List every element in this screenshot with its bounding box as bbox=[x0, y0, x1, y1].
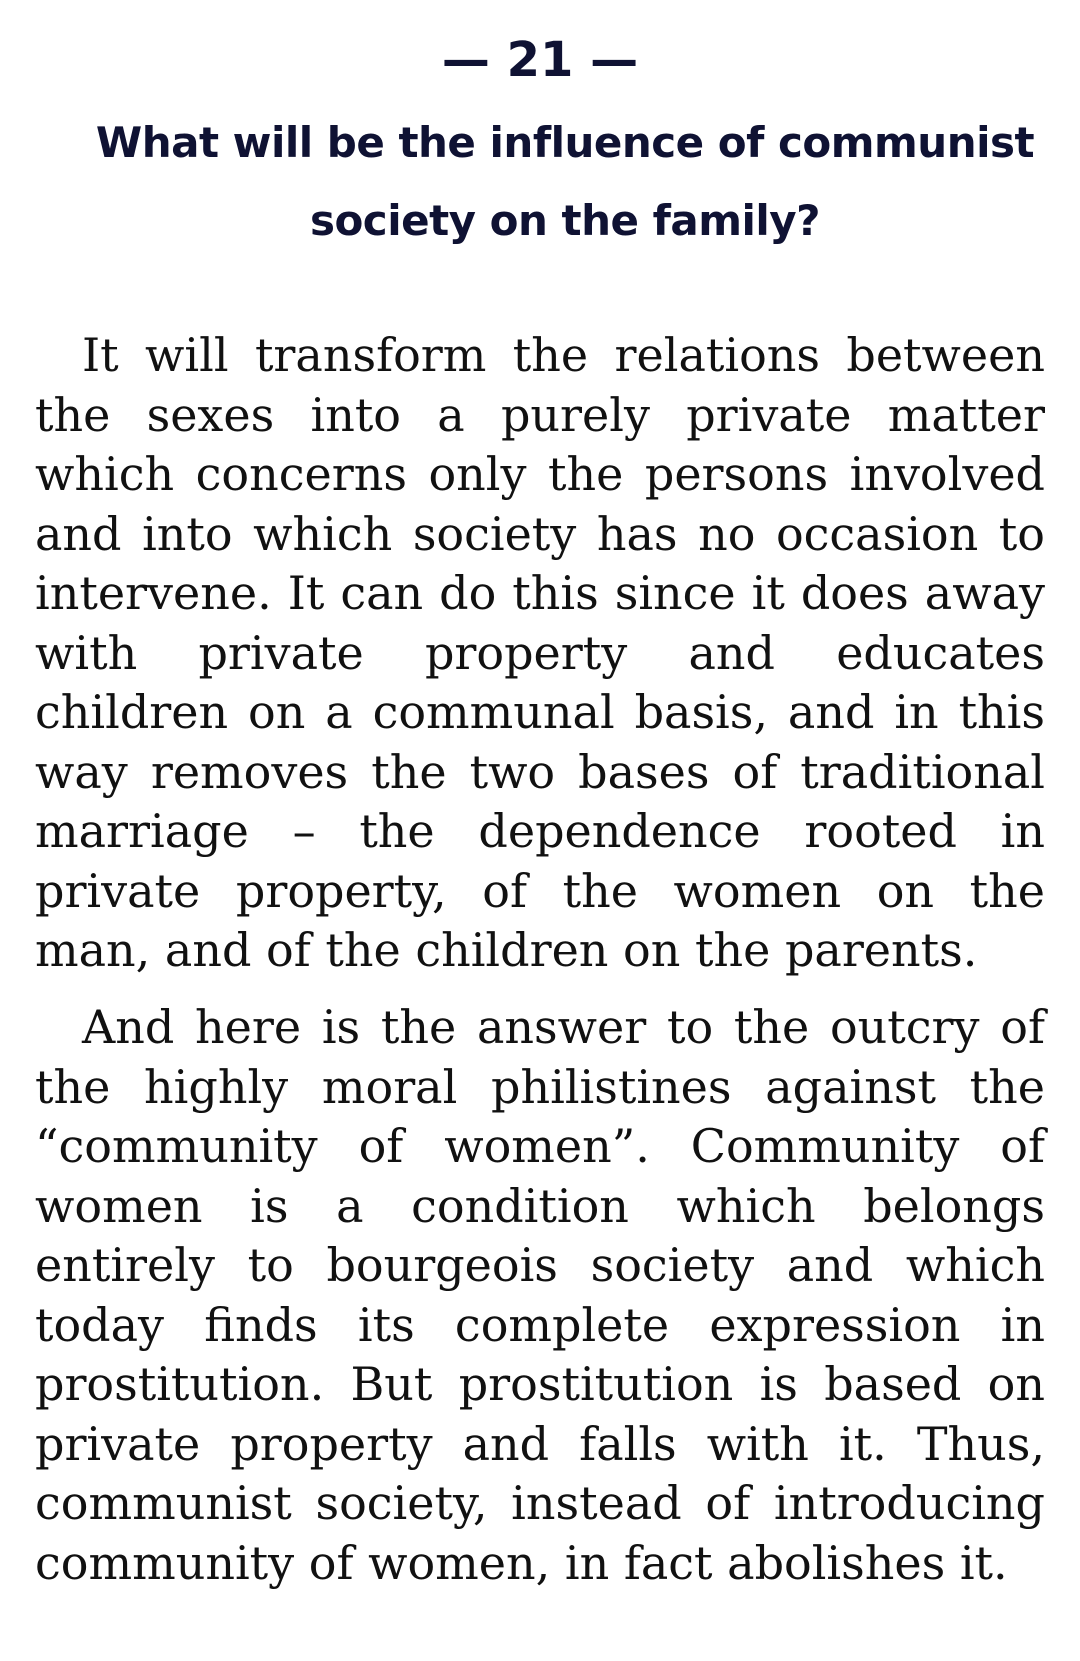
section-number: — 21 — bbox=[441, 32, 639, 88]
answer-paragraph-2: And here is the answer to the outcry of the highly moral philistines against the “community of women”. Community of women is a condition which belongs entirely to bourgeois society and which today finds its complete expression in prostitution. But prostitution is based on private property and falls with it. Thus, communist society, instead of introducing community of women, in fact abolishes it. bbox=[35, 1000, 1045, 1590]
answer-paragraph-1: It will transform the relations between the sexes into a purely private matter which concerns only the persons involved and into which society has no occasion to intervene. It can do this since it does away with private property and educates children on a communal basis, and in this way removes the two bases of traditional marriage – the dependence rooted in private property, of the women on the man, and of the children on the parents. bbox=[35, 328, 1045, 977]
question-title: What will be the influence of communist society on the family? bbox=[95, 118, 1035, 245]
